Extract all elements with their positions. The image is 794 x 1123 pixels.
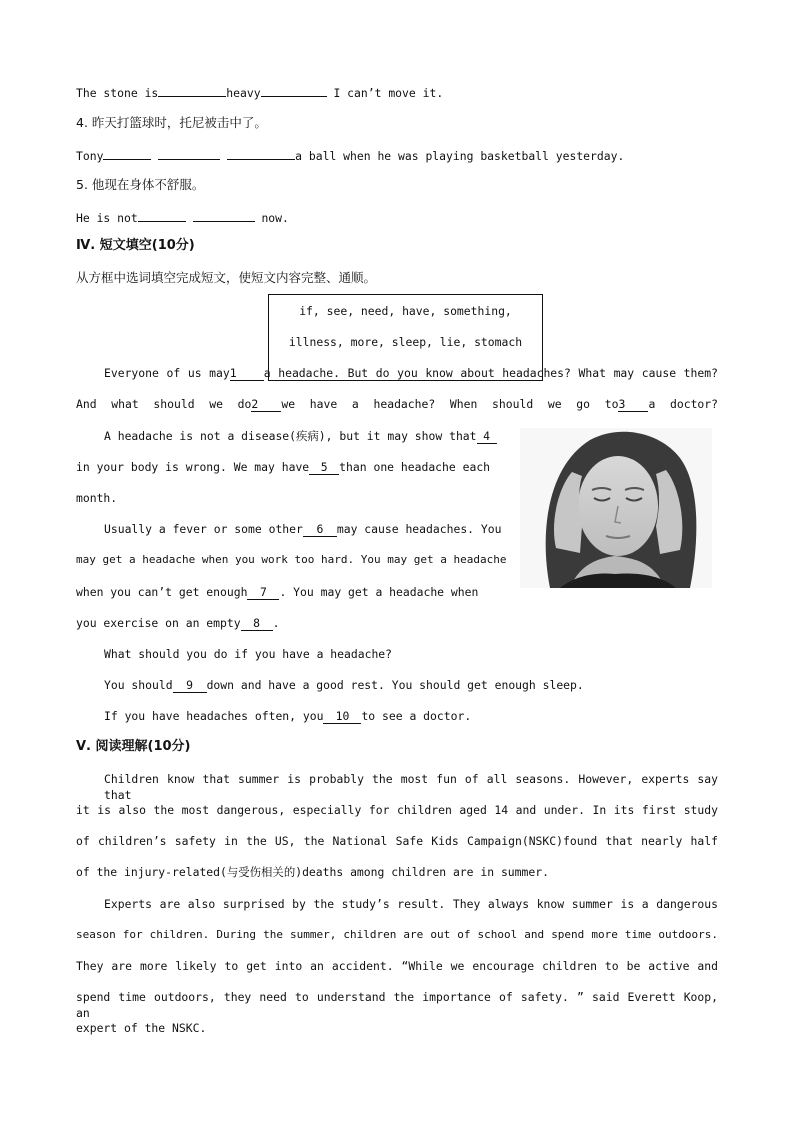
blank-5[interactable]: 5 xyxy=(309,461,339,475)
passage-line: month. xyxy=(76,491,118,505)
headache-woman-photo xyxy=(520,428,712,588)
text: Usually a fever or some other xyxy=(104,522,303,536)
word-box-line-2: illness, more, sleep, lie, stomach xyxy=(288,335,523,349)
question-5-line xyxy=(76,209,718,226)
text: when you can’t get enough xyxy=(76,585,248,599)
text: a headache. But do you know about headaches? What may cause them? xyxy=(263,366,718,380)
blank-4[interactable]: 4 xyxy=(477,430,497,444)
passage-line xyxy=(104,708,746,724)
text: You should xyxy=(104,678,173,692)
blank[interactable] xyxy=(158,84,226,97)
sentence-3-mid: heavy xyxy=(226,86,261,100)
word-box-line-1: if, see, need, have, something, xyxy=(299,304,512,318)
section-5-title: Ⅴ. 阅读理解(10分) xyxy=(76,739,191,754)
text: A headache is not a disease(疾病), but it may show that xyxy=(104,429,477,443)
blank[interactable] xyxy=(193,209,255,222)
question-4-line xyxy=(76,147,718,164)
blank-1[interactable]: 1 xyxy=(230,367,264,381)
reading-line: They are more likely to get into an accident. “While we encourage children to be active and xyxy=(76,959,718,973)
question-4-start: Tony xyxy=(76,149,104,163)
reading-line: it is also the most dangerous, especially for children aged 14 and under. In its first study xyxy=(76,803,718,817)
blank[interactable] xyxy=(227,147,295,160)
text: than one headache each xyxy=(339,460,491,474)
text: a doctor? xyxy=(648,397,718,411)
text: . You may get a headache when xyxy=(279,585,479,599)
blank[interactable] xyxy=(103,147,151,160)
sentence-3-end: I can’t move it. xyxy=(333,86,444,100)
passage-line xyxy=(76,365,718,381)
blank[interactable] xyxy=(138,209,186,222)
sentence-3-line xyxy=(76,84,718,101)
text: down and have a good rest. You should get enough sleep. xyxy=(206,678,584,692)
text: . xyxy=(272,616,280,630)
reading-line: of the injury-related(与受伤相关的)deaths among children are in summer. xyxy=(76,865,549,879)
blank[interactable] xyxy=(158,147,220,160)
reading-line: of children’s safety in the US, the National Safe Kids Campaign(NSKC)found that nearly half xyxy=(76,834,718,848)
text: to see a doctor. xyxy=(361,709,472,723)
passage-line: may get a headache when you work too hard. You may get a headache xyxy=(76,553,507,566)
passage-line: What should you do if you have a headache? xyxy=(104,647,393,661)
blank-10[interactable]: 10 xyxy=(323,710,361,724)
blank-7[interactable]: 7 xyxy=(247,586,279,600)
text: in your body is wrong. We may have xyxy=(76,460,310,474)
question-4-chinese: 4. 昨天打篮球时，托尼被击中了。 xyxy=(76,115,267,130)
blank-8[interactable]: 8 xyxy=(241,617,273,631)
text: you exercise on an empty xyxy=(76,616,241,630)
reading-line: spend time outdoors, they need to understand the importance of safety. ” said Everett Koop, an xyxy=(76,990,718,1020)
passage-line xyxy=(104,677,746,693)
text: If you have headaches often, you xyxy=(104,709,324,723)
passage-line xyxy=(76,396,718,412)
question-5-start: He is not xyxy=(76,211,138,225)
question-4-end: a ball when he was playing basketball yesterday. xyxy=(295,149,625,163)
text: Everyone of us may xyxy=(104,366,230,380)
section-4-title: Ⅳ. 短文填空(10分) xyxy=(76,238,195,253)
reading-line: Experts are also surprised by the study’s result. They always know summer is a dangerous xyxy=(104,897,718,911)
question-5-end: now. xyxy=(261,211,289,225)
passage-line xyxy=(76,584,496,600)
blank-9[interactable]: 9 xyxy=(173,679,207,693)
reading-line: season for children. During the summer, children are out of school and spend more time outdoors. xyxy=(76,928,718,941)
text: we have a headache? When should we go to xyxy=(281,397,619,411)
passage-line xyxy=(76,459,496,475)
blank-3[interactable]: 3 xyxy=(618,398,648,412)
passage-line xyxy=(104,428,494,444)
reading-line: Children know that summer is probably the most fun of all seasons. However, experts say that xyxy=(104,772,718,802)
blank[interactable] xyxy=(261,84,327,97)
passage-line xyxy=(104,521,502,537)
text: And what should we do xyxy=(76,397,252,411)
blank-6[interactable]: 6 xyxy=(303,523,337,537)
sentence-3-start: The stone is xyxy=(76,86,159,100)
section-4-instruction: 从方框中选词填空完成短文，使短文内容完整、通顺。 xyxy=(76,270,377,285)
passage-line xyxy=(76,615,718,631)
text: may cause headaches. You xyxy=(336,522,502,536)
blank-2[interactable]: 2 xyxy=(251,398,281,412)
reading-line: expert of the NSKC. xyxy=(76,1021,207,1035)
question-5-chinese: 5. 他现在身体不舒服。 xyxy=(76,177,205,192)
